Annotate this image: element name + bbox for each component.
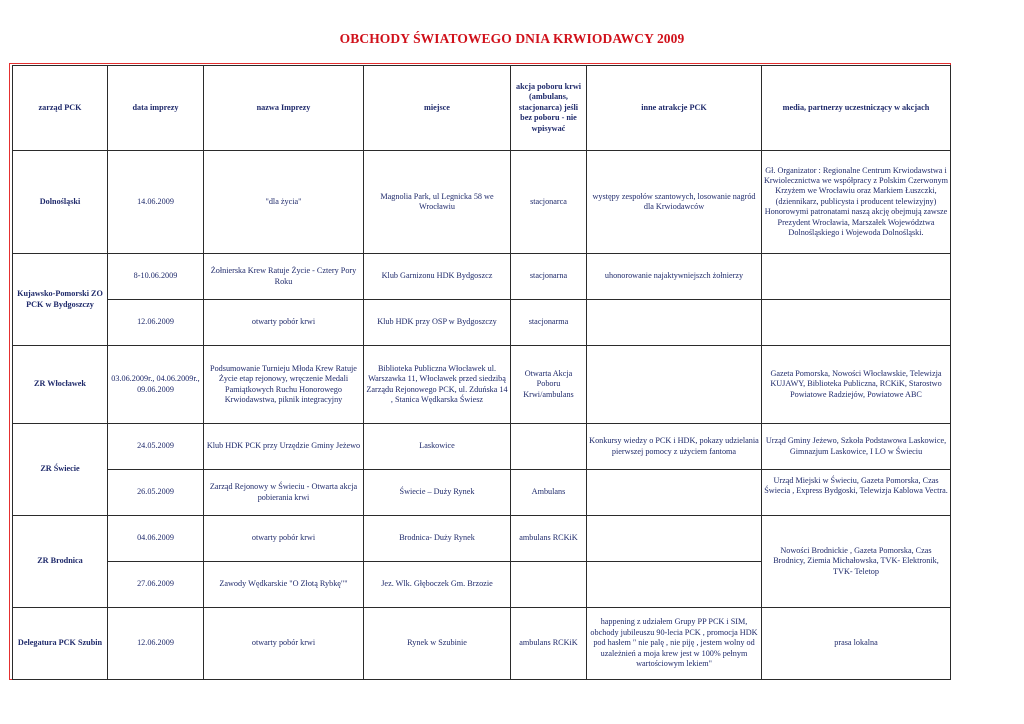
cell-date: 12.06.2009 (108, 608, 204, 680)
header-attractions: inne atrakcje PCK (587, 66, 762, 151)
cell-collection (511, 562, 587, 608)
cell-attractions: występy zespołów szantowych, losowanie nagród dla Krwiodawców (587, 151, 762, 254)
cell-date: 12.06.2009 (108, 300, 204, 346)
table-row (13, 346, 951, 424)
cell-org: ZR Włocławek (13, 346, 108, 424)
cell-collection: stacjonarna (511, 254, 587, 300)
table-header-row (13, 66, 951, 151)
header-collection: akcja poboru krwi (ambulans, stacjonarca) jeśli bez poboru - nie wpisywać (511, 66, 587, 151)
cell-event: Żołnierska Krew Ratuje Życie - Cztery Pory Roku (204, 254, 364, 300)
cell-date: 04.06.2009 (108, 516, 204, 562)
cell-collection (511, 424, 587, 470)
cell-org: ZR Brodnica (13, 516, 108, 608)
cell-media: prasa lokalna (762, 608, 951, 680)
cell-org: Dolnośląski (13, 151, 108, 254)
cell-attractions: uhonorowanie najaktywniejszch żołnierzy (587, 254, 762, 300)
table-row (13, 516, 951, 562)
cell-date: 14.06.2009 (108, 151, 204, 254)
cell-date: 26.05.2009 (108, 470, 204, 516)
cell-org: Kujawsko-Pomorski ZO PCK w Bydgoszczy (13, 254, 108, 346)
cell-collection: ambulans RCKiK (511, 608, 587, 680)
cell-media: Gazeta Pomorska, Nowości Włocławskie, Telewizja KUJAWY, Biblioteka Publiczna, RCKiK, Starostwo Powiatowe Radziejów, Powiatowe ABC (762, 346, 951, 424)
document-title: OBCHODY ŚWIATOWEGO DNIA KRWIODAWCY 2009 (339, 31, 685, 46)
header-event: nazwa Imprezy (204, 66, 364, 151)
header-org: zarząd PCK (13, 66, 108, 151)
cell-event: otwarty pobór krwi (204, 516, 364, 562)
cell-attractions (587, 562, 762, 608)
cell-event: Zawody Wędkarskie "O Złotą Rybkę"" (204, 562, 364, 608)
cell-collection: stacjonarma (511, 300, 587, 346)
cell-org: Delegatura PCK Szubin (13, 608, 108, 680)
cell-event: Podsumowanie Turnieju Młoda Krew Ratuje Życie etap rejonowy, wręczenie Medali Pamiątkowych Ruchu Honorowego Krwiodawstwa, piknik integracyjny (204, 346, 364, 424)
cell-collection: stacjonarca (511, 151, 587, 254)
table-row (13, 254, 951, 300)
cell-collection: Ambulans (511, 470, 587, 516)
cell-event: Zarząd Rejonowy w Świeciu - Otwarta akcja pobierania krwi (204, 470, 364, 516)
cell-collection: ambulans RCKiK (511, 516, 587, 562)
cell-attractions (587, 346, 762, 424)
cell-attractions (587, 300, 762, 346)
cell-place: Brodnica- Duży Rynek (364, 516, 511, 562)
cell-place: Rynek w Szubinie (364, 608, 511, 680)
cell-collection: Otwarta Akcja Poboru Krwi/ambulans (511, 346, 587, 424)
cell-date: 03.06.2009r., 04.06.2009r., 09.06.2009 (108, 346, 204, 424)
cell-attractions (587, 470, 762, 516)
header-date: data imprezy (108, 66, 204, 151)
table-row (13, 608, 951, 680)
table-row (13, 470, 951, 516)
cell-event: "dla życia" (204, 151, 364, 254)
cell-place: Laskowice (364, 424, 511, 470)
cell-event: otwarty pobór krwi (204, 608, 364, 680)
header-media: media, partnerzy uczestniczący w akcjach (762, 66, 951, 151)
cell-org: ZR Świecie (13, 424, 108, 516)
cell-media: Gł. Organizator : Regionalne Centrum Krwiodawstwa i Krwiolecznictwa we współpracy z Polskim Czerwonym Krzyżem we Wrocławiu oraz Markiem Łuszczki, (dziennikarz, publicysta i producent telewizyjny) Honorowymi patronatami naszą akcję obejmują zawsze Prezydent Wrocławia, Marszałek Województwa Dolnośląskiego i Wojewoda Dolnośląski. (762, 151, 951, 254)
table-row (13, 151, 951, 254)
cell-place: Klub HDK przy OSP w Bydgoszczy (364, 300, 511, 346)
cell-media: Nowości Brodnickie , Gazeta Pomorska, Czas Brodnicy, Ziemia Michałowska, TVK- Elektronik, TVK- Teletop (762, 516, 951, 608)
cell-date: 27.06.2009 (108, 562, 204, 608)
cell-attractions: Konkursy wiedzy o PCK i HDK, pokazy udzielania pierwszej pomocy z użyciem fantoma (587, 424, 762, 470)
header-place: miejsce (364, 66, 511, 151)
cell-date: 8-10.06.2009 (108, 254, 204, 300)
cell-attractions (587, 516, 762, 562)
cell-place: Klub Garnizonu HDK Bydgoszcz (364, 254, 511, 300)
cell-event: otwarty pobór krwi (204, 300, 364, 346)
cell-place: Jez. Wlk. Głęboczek Gm. Brzozie (364, 562, 511, 608)
cell-place: Biblioteka Publiczna Włocławek ul. Warszawka 11, Włocławek przed siedzibą Zarządu Rejonowego PCK, ul. Zduńska 14 , Stanica Wędkarska Świesz (364, 346, 511, 424)
cell-date: 24.05.2009 (108, 424, 204, 470)
events-table (12, 65, 951, 680)
cell-media: Urząd Miejski w Świeciu, Gazeta Pomorska, Czas Świecia , Express Bydgoski, Telewizja Kablowa Vectra. (762, 470, 951, 516)
cell-media (762, 300, 951, 346)
table-row (13, 424, 951, 470)
cell-attractions: happening z udziałem Grupy PP PCK i SIM, obchody jubileuszu 90-lecia PCK , promocja HDK pod hasłem " nie palę , nie piję , jestem wolny od uzależnień a moja krew jest w 100% pełnym wartościowym lekiem" (587, 608, 762, 680)
cell-place: Świecie – Duży Rynek (364, 470, 511, 516)
cell-media (762, 254, 951, 300)
cell-place: Magnolia Park, ul Legnicka 58 we Wrocławiu (364, 151, 511, 254)
cell-media: Urząd Gminy Jeżewo, Szkoła Podstawowa Laskowice, Gimnazjum Laskowice, I LO w Świeciu (762, 424, 951, 470)
cell-event: Klub HDK PCK przy Urzędzie Gminy Jeżewo (204, 424, 364, 470)
table-row (13, 300, 951, 346)
